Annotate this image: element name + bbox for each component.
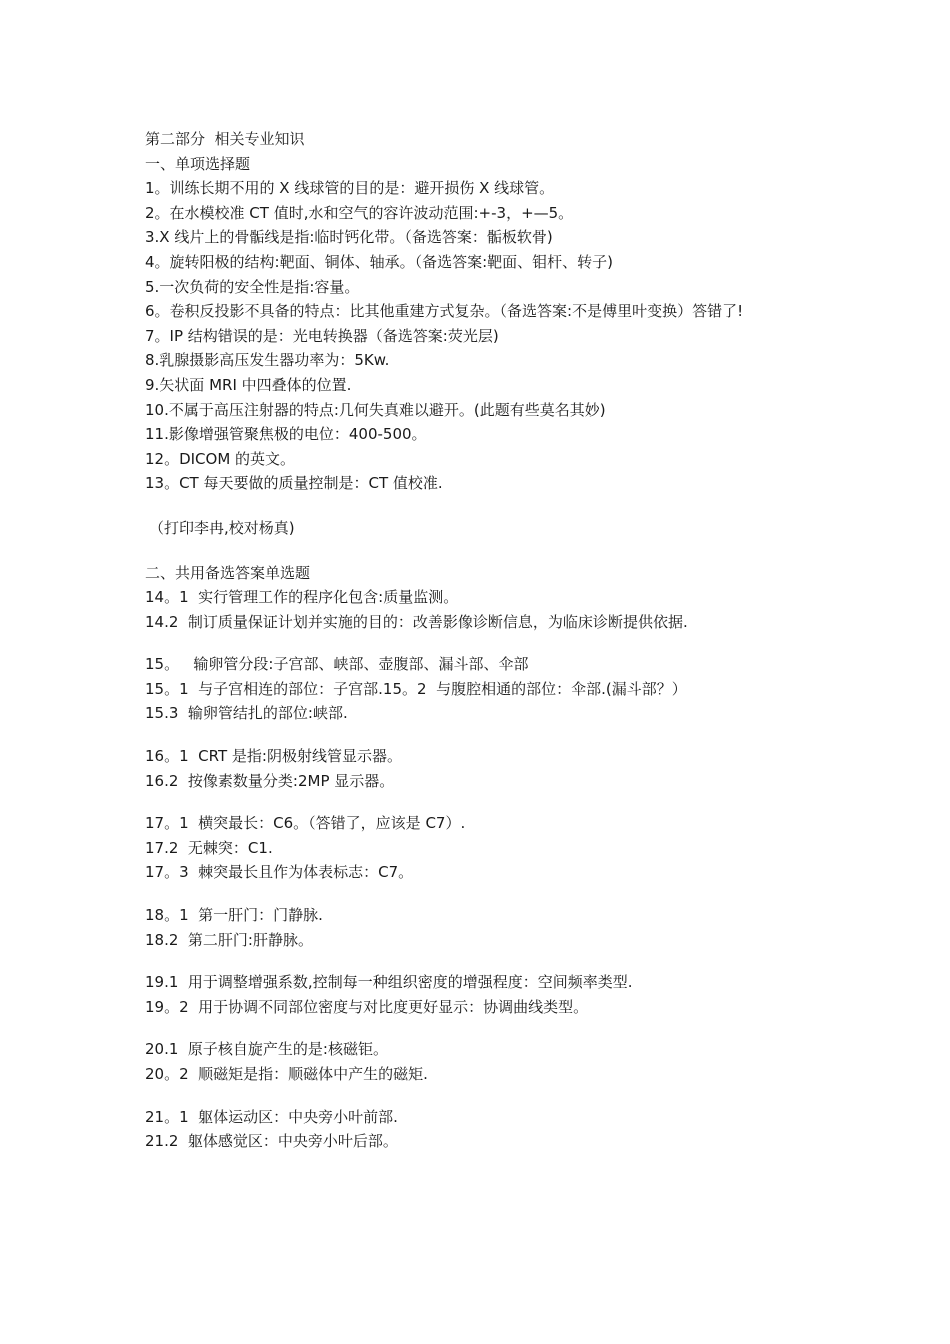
question-item: 18。1 第一肝门：门静脉. [145,906,323,925]
question-item: 2。在水模校准 CT 值时,水和空气的容许波动范围:+-3，+—5。 [145,203,574,222]
question-item: 10.不属于高压注射器的特点:几何失真难以避开。(此题有些莫名其妙) [145,400,606,419]
question-item: 20.1 原子核自旋产生的是:核磁钜。 [145,1040,388,1059]
question-item: 18.2 第二肝门:肝静脉。 [145,930,313,949]
section-1-title: 一、单项选择题 [145,154,251,173]
question-item: 14。1 实行管理工作的程序化包含:质量监测。 [145,588,459,607]
question-item: 17.2 无棘突：C1. [145,838,273,857]
question-item: 4。旋转阳极的结构:靶面、铜体、轴承。（备选答案:靶面、钼杆、转子) [145,252,614,271]
question-item: 3.X 线片上的骨骺线是指:临时钙化带。（备选答案：骺板软骨) [145,228,553,247]
question-item: 15。 输卵管分段:子宫部、峡部、壶腹部、漏斗部、伞部 [145,655,529,674]
question-item: 5.一次负荷的安全性是指:容量。 [145,277,360,296]
question-item: 19.1 用于调整增强系数,控制每一种组织密度的增强程度：空间频率类型. [145,973,633,992]
question-item: 19。2 用于协调不同部位密度与对比度更好显示：协调曲线类型。 [145,997,589,1016]
document-body [145,127,805,1154]
part-heading: 第二部分 相关专业知识 [145,130,305,148]
print-proofread-note: （打印李冉,校对杨真) [149,518,295,537]
question-item: 12。DICOM 的英文。 [145,449,296,468]
question-item: 13。CT 每天要做的质量控制是：CT 值校准. [145,474,443,493]
question-item: 9.矢状面 MRI 中四叠体的位置. [145,375,352,394]
question-item: 15。1 与子宫相连的部位：子宫部.15。2 与腹腔相通的部位：伞部.(漏斗部？） [145,679,687,698]
question-item: 16。1 CRT 是指:阴极射线管显示器。 [145,747,402,766]
question-item: 14.2 制订质量保证计划并实施的目的：改善影像诊断信息，为临床诊断提供依据. [145,612,688,631]
question-item: 15.3 输卵管结扎的部位:峡部. [145,704,348,723]
question-item: 20。2 顺磁矩是指：顺磁体中产生的磁矩. [145,1065,428,1083]
question-item: 21。1 躯体运动区：中央旁小叶前部. [145,1107,398,1126]
question-item: 6。卷积反投影不具备的特点：比其他重建方式复杂。（备选答案:不是傅里叶变换）答错了! [145,302,744,321]
question-item: 17。3 棘突最长且作为体表标志：C7。 [145,863,414,882]
question-item: 1。训练长期不用的 X 线球管的目的是：避开损伤 X 线球管。 [145,179,555,198]
question-item: 11.影像增强管聚焦极的电位：400-500。 [145,425,427,444]
question-item: 8.乳腺摄影高压发生器功率为：5Kw. [145,351,390,370]
question-item: 17。1 横突最长：C6。（答错了，应该是 C7）. [145,814,466,833]
question-item: 16.2 按像素数量分类:2MP 显示器。 [145,771,395,790]
section-2-title: 二、共用备选答案单选题 [145,563,311,582]
question-item: 21.2 躯体感觉区：中央旁小叶后部。 [145,1132,398,1151]
question-item: 7。IP 结构错误的是：光电转换器（备选答案:荧光层) [145,326,499,345]
